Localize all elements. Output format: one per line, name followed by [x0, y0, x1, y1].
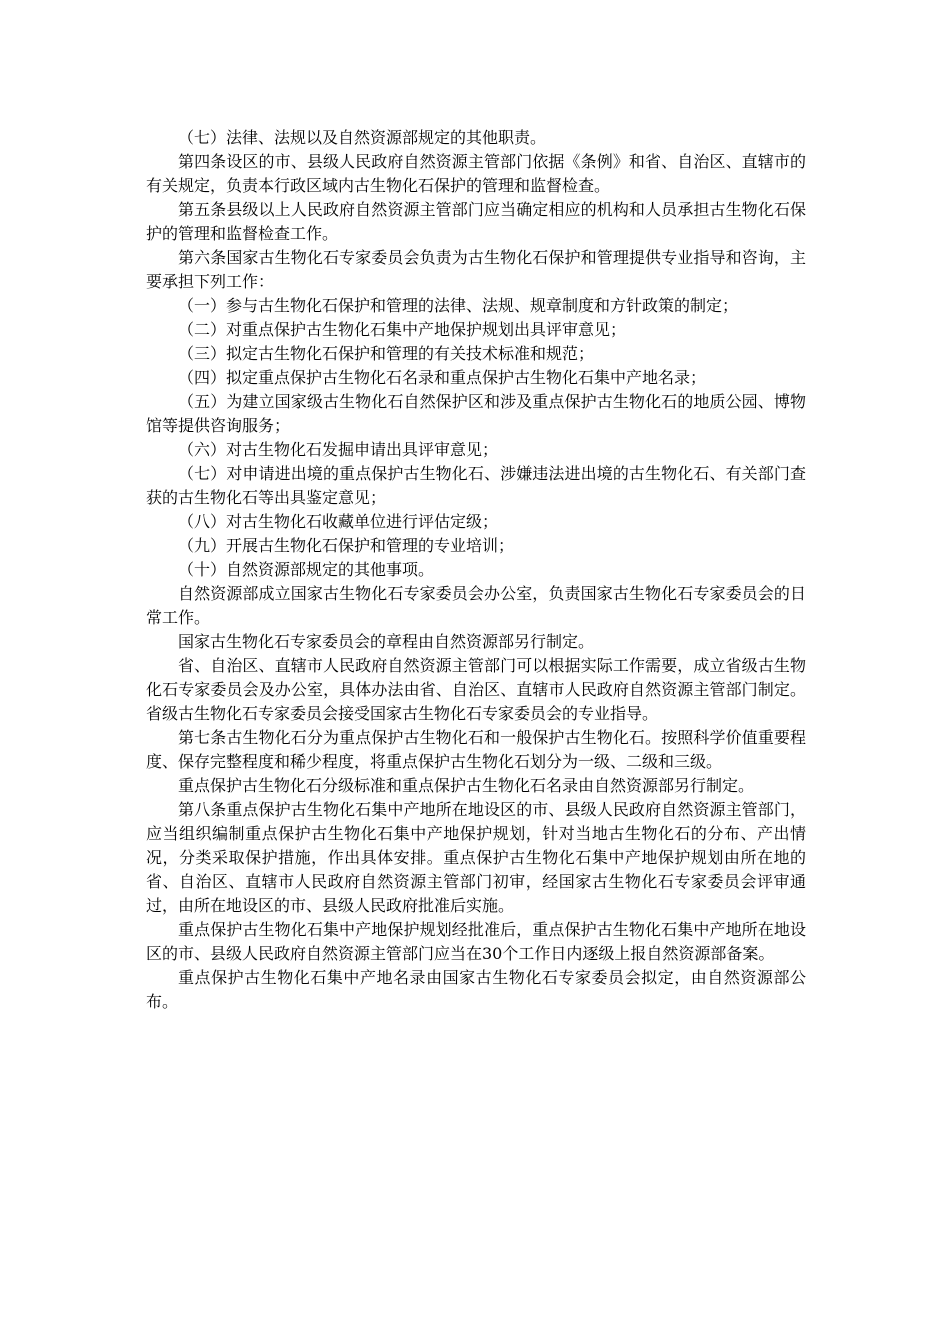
list-item-8: （八）对古生物化石收藏单位进行评估定级； [178, 512, 499, 531]
paragraph-committee-office: 自然资源部成立国家古生物化石专家委员会办公室，负责国家古生物化石专家委员会的日常工作。 [146, 584, 806, 627]
paragraph-grading-standard: 重点保护古生物化石分级标准和重点保护古生物化石名录由自然资源部另行制定。 [178, 776, 755, 795]
list-item-9: （九）开展古生物化石保护和管理的专业培训； [178, 536, 515, 555]
paragraph-article-4: 第四条设区的市、县级人民政府自然资源主管部门依据《条例》和省、自治区、直辖市的有关规定，负责本行政区域内古生物化石保护的管理和监督检查。 [146, 152, 806, 195]
list-item-7: （七）对申请进出境的重点保护古生物化石、涉嫌违法进出境的古生物化石、有关部门查获的古生物化石等出具鉴定意见； [146, 464, 806, 507]
list-item-3: （三）拟定古生物化石保护和管理的有关技术标准和规范； [178, 344, 595, 363]
paragraph-plan-filing: 重点保护古生物化石集中产地保护规划经批准后，重点保护古生物化石集中产地所在地设区的市、县级人民政府自然资源主管部门应当在30个工作日内逐级上报自然资源部备案。 [146, 920, 806, 963]
paragraph-article-8: 第八条重点保护古生物化石集中产地所在地设区的市、县级人民政府自然资源主管部门，应当组织编制重点保护古生物化石集中产地保护规划，针对当地古生物化石的分布、产出情况，分类采取保护措施，作出具体安排。重点保护古生物化石集中产地保护规划由所在地的省、自治区、直辖市人民政府自然资源主管部门初审，经国家古生物化石专家委员会评审通过，由所在地设区的市、县级人民政府批准后实施。 [146, 800, 806, 915]
list-item-10: （十）自然资源部规定的其他事项。 [178, 560, 435, 579]
list-item-2: （二）对重点保护古生物化石集中产地保护规划出具评审意见； [178, 320, 627, 339]
paragraph-article-5: 第五条县级以上人民政府自然资源主管部门应当确定相应的机构和人员承担古生物化石保护的管理和监督检查工作。 [146, 200, 806, 243]
document-body [146, 126, 806, 1014]
paragraph-article-7: 第七条古生物化石分为重点保护古生物化石和一般保护古生物化石。按照科学价值重要程度、保存完整程度和稀少程度，将重点保护古生物化石划分为一级、二级和三级。 [146, 728, 806, 771]
list-item-1: （一）参与古生物化石保护和管理的法律、法规、规章制度和方针政策的制定； [178, 296, 739, 315]
paragraph-article-6: 第六条国家古生物化石专家委员会负责为古生物化石保护和管理提供专业指导和咨询，主要承担下列工作： [146, 248, 806, 291]
list-item-5: （五）为建立国家级古生物化石自然保护区和涉及重点保护古生物化石的地质公园、博物馆等提供咨询服务； [146, 392, 806, 435]
paragraph-item-7-duty: （七）法律、法规以及自然资源部规定的其他职责。 [178, 128, 547, 147]
list-item-6: （六）对古生物化石发掘申请出具评审意见； [178, 440, 499, 459]
paragraph-committee-charter: 国家古生物化石专家委员会的章程由自然资源部另行制定。 [178, 632, 595, 651]
paragraph-site-list: 重点保护古生物化石集中产地名录由国家古生物化石专家委员会拟定，由自然资源部公布。 [146, 968, 806, 1011]
list-item-4: （四）拟定重点保护古生物化石名录和重点保护古生物化石集中产地名录； [178, 368, 707, 387]
paragraph-provincial-committee: 省、自治区、直辖市人民政府自然资源主管部门可以根据实际工作需要，成立省级古生物化石专家委员会及办公室，具体办法由省、自治区、直辖市人民政府自然资源主管部门制定。省级古生物化石专家委员会接受国家古生物化石专家委员会的专业指导。 [146, 656, 806, 723]
